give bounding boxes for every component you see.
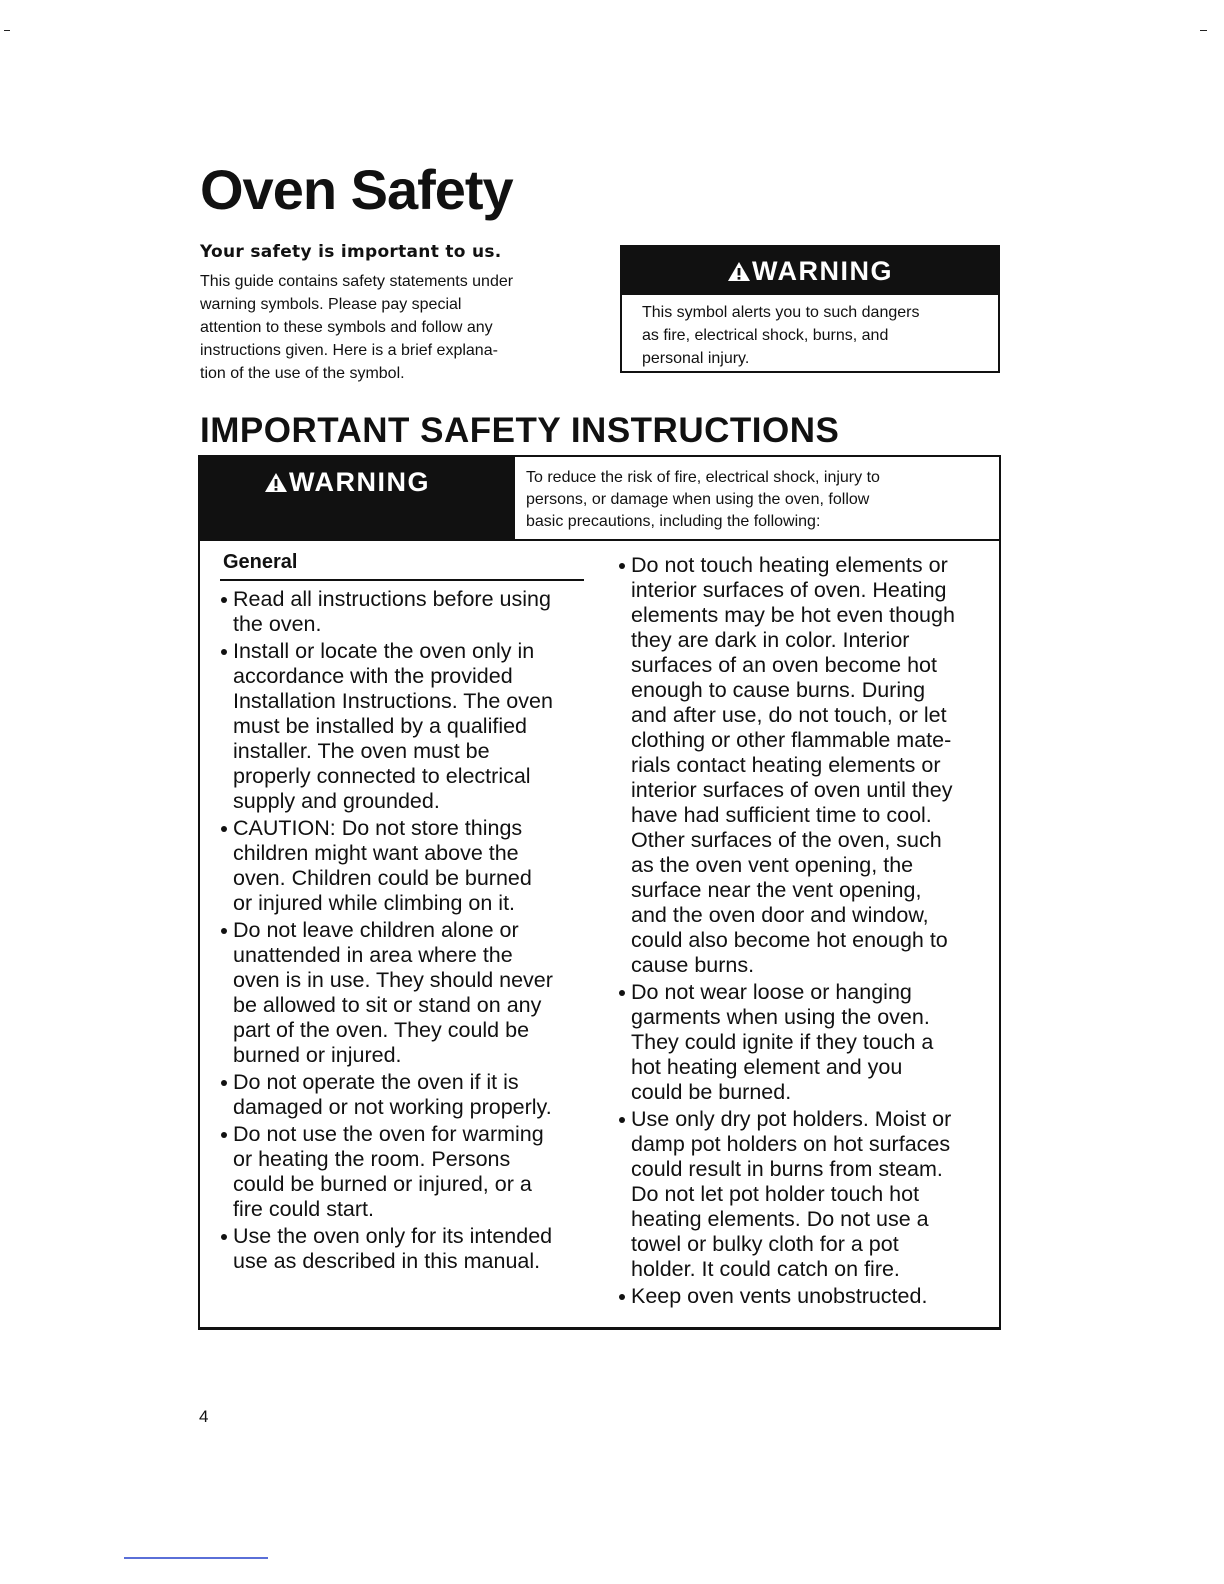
instruction-line: Other surfaces of the oven, such xyxy=(631,828,942,852)
instruction-line: damaged or not working properly. xyxy=(233,1095,552,1119)
instruction-line: part of the oven. They could be xyxy=(233,1018,530,1042)
instruction-line: or heating the room. Persons xyxy=(233,1147,511,1171)
instruction-line: must be installed by a qualified xyxy=(233,714,528,738)
intro-line: instructions given. Here is a brief explana- xyxy=(200,342,498,359)
warning-description-line: as fire, electrical shock, burns, and xyxy=(642,327,889,344)
warning-symbol-box xyxy=(620,245,1000,373)
instruction-line: Do not operate the oven if it is xyxy=(233,1070,519,1094)
instruction-line: Do not let pot holder touch hot xyxy=(631,1182,920,1206)
instruction-item xyxy=(220,1224,553,1274)
instruction-line: accordance with the provided xyxy=(233,664,513,688)
safety-instructions-box xyxy=(198,455,1001,1330)
instruction-line: CAUTION: Do not store things xyxy=(233,816,523,840)
divider xyxy=(515,539,999,541)
instruction-line: the oven. xyxy=(233,612,322,636)
intro-line: This guide contains safety statements under xyxy=(200,273,514,290)
page-title: Oven Safety xyxy=(200,158,513,221)
warning-label: WARNING xyxy=(289,467,430,497)
instruction-line: interior surfaces of oven until they xyxy=(631,778,953,802)
warning-description-line: personal injury. xyxy=(642,350,750,367)
instruction-line: Do not use the oven for warming xyxy=(233,1122,544,1146)
instruction-item xyxy=(220,1122,553,1222)
intro-body xyxy=(200,270,580,385)
scan-mark xyxy=(124,1557,268,1559)
instruction-line: Use only dry pot holders. Moist or xyxy=(631,1107,952,1131)
intro-heading: Your safety is important to us. xyxy=(200,242,502,262)
precautions-intro xyxy=(526,467,880,533)
warning-triangle-icon xyxy=(264,472,288,493)
instruction-line: fire could start. xyxy=(233,1197,374,1221)
scan-mark xyxy=(4,30,10,31)
instruction-line: Read all instructions before using xyxy=(233,587,551,611)
instruction-line: elements may be hot even though xyxy=(631,603,955,627)
instruction-line: installer. The oven must be xyxy=(233,739,490,763)
instruction-line: and the oven door and window, xyxy=(631,903,929,927)
instruction-line: could result in burns from steam. xyxy=(631,1157,943,1181)
instruction-line: rials contact heating elements or xyxy=(631,753,941,777)
instruction-line: holder. It could catch on fire. xyxy=(631,1257,900,1281)
instruction-line: Do not wear loose or hanging xyxy=(631,980,912,1004)
instruction-line: Installation Instructions. The oven xyxy=(233,689,553,713)
instruction-item xyxy=(220,587,553,637)
instructions-right-column xyxy=(618,553,955,1311)
instruction-line: they are dark in color. Interior xyxy=(631,628,910,652)
instruction-line: clothing or other flammable mate- xyxy=(631,728,952,752)
instruction-line: surfaces of an oven become hot xyxy=(631,653,937,677)
precautions-intro-line: To reduce the risk of fire, electrical shock, injury to xyxy=(526,469,880,486)
instruction-line: surface near the vent opening, xyxy=(631,878,922,902)
instruction-item xyxy=(220,1070,553,1120)
instruction-line: Do not leave children alone or xyxy=(233,918,519,942)
instruction-line: enough to cause burns. During xyxy=(631,678,926,702)
instruction-line: could be burned or injured, or a xyxy=(233,1172,532,1196)
general-heading: General xyxy=(223,551,298,573)
instruction-item xyxy=(618,553,955,978)
precautions-intro-line: persons, or damage when using the oven, follow xyxy=(526,491,870,508)
instruction-line: or injured while climbing on it. xyxy=(233,891,516,915)
instruction-line: could be burned. xyxy=(631,1080,792,1104)
instruction-line: unattended in area where the xyxy=(233,943,513,967)
instruction-line: garments when using the oven. xyxy=(631,1005,930,1029)
intro-line: tion of the use of the symbol. xyxy=(200,365,405,382)
instruction-line: oven. Children could be burned xyxy=(233,866,532,890)
instruction-line: as the oven vent opening, the xyxy=(631,853,914,877)
warning-triangle-icon xyxy=(727,261,751,282)
warning-description xyxy=(622,295,998,370)
instruction-line: cause burns. xyxy=(631,953,755,977)
warning-label: WARNING xyxy=(752,255,893,286)
instruction-item xyxy=(618,980,955,1105)
instruction-item xyxy=(220,816,553,916)
instruction-line: interior surfaces of oven. Heating xyxy=(631,578,947,602)
warning-banner xyxy=(622,247,998,295)
instruction-line: properly connected to electrical xyxy=(233,764,531,788)
instruction-line: burned or injured. xyxy=(233,1043,402,1067)
instruction-line: and after use, do not touch, or let xyxy=(631,703,947,727)
instruction-item xyxy=(220,639,553,814)
section-heading: IMPORTANT SAFETY INSTRUCTIONS xyxy=(200,411,840,450)
instruction-item xyxy=(618,1284,955,1309)
instruction-line: They could ignite if they touch a xyxy=(631,1030,934,1054)
instruction-line: use as described in this manual. xyxy=(233,1249,541,1273)
precautions-intro-line: basic precautions, including the following: xyxy=(526,513,821,530)
divider xyxy=(220,579,584,581)
instruction-item xyxy=(220,918,553,1068)
intro-line: warning symbols. Please pay special xyxy=(200,296,462,313)
instruction-line: supply and grounded. xyxy=(233,789,440,813)
instruction-line: Do not touch heating elements or xyxy=(631,553,948,577)
instruction-line: have had sufficient time to cool. xyxy=(631,803,932,827)
warning-banner xyxy=(200,457,515,541)
instruction-line: be allowed to sit or stand on any xyxy=(233,993,542,1017)
intro-line: attention to these symbols and follow any xyxy=(200,319,493,336)
instruction-line: damp pot holders on hot surfaces xyxy=(631,1132,951,1156)
instruction-line: children might want above the xyxy=(233,841,519,865)
instruction-line: towel or bulky cloth for a pot xyxy=(631,1232,899,1256)
instruction-line: heating elements. Do not use a xyxy=(631,1207,929,1231)
instruction-line: Use the oven only for its intended xyxy=(233,1224,553,1248)
scan-mark xyxy=(1200,30,1207,31)
warning-description-line: This symbol alerts you to such dangers xyxy=(642,304,920,321)
instruction-line: oven is in use. They should never xyxy=(233,968,553,992)
instruction-line: Keep oven vents unobstructed. xyxy=(631,1284,928,1308)
page-number: 4 xyxy=(199,1407,209,1426)
instruction-line: hot heating element and you xyxy=(631,1055,903,1079)
instructions-left-column xyxy=(220,587,553,1276)
instruction-line: Install or locate the oven only in xyxy=(233,639,535,663)
instruction-item xyxy=(618,1107,955,1282)
instruction-line: could also become hot enough to xyxy=(631,928,948,952)
